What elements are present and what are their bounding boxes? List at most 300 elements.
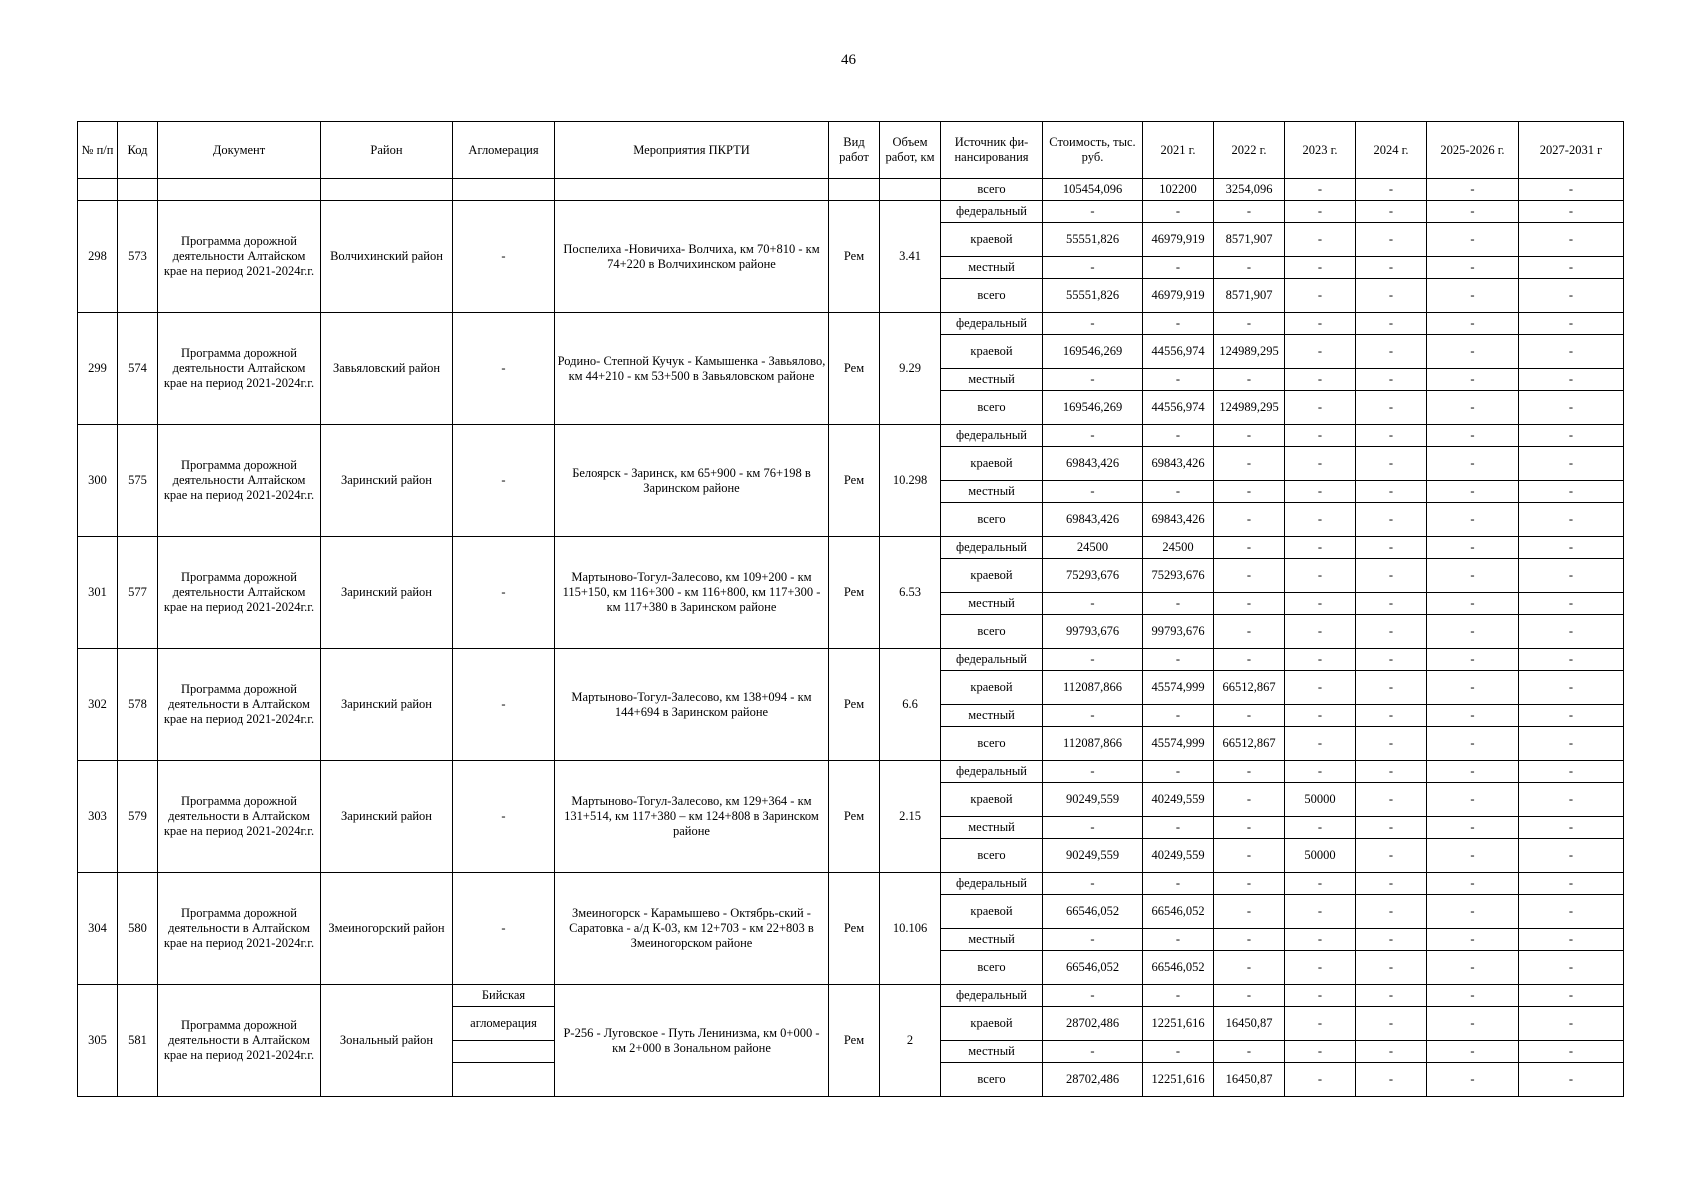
value-cell: - xyxy=(1356,1007,1427,1041)
empty-cell xyxy=(321,179,453,201)
value-cell: - xyxy=(1519,481,1624,503)
row-agglomeration: - xyxy=(453,201,555,313)
value-cell: - xyxy=(1519,817,1624,839)
value-cell: 102200 xyxy=(1143,179,1214,201)
value-cell: - xyxy=(1143,873,1214,895)
header-cell: Район xyxy=(321,122,453,179)
value-cell: 66512,867 xyxy=(1214,727,1285,761)
value-cell: 16450,87 xyxy=(1214,1007,1285,1041)
row-code: 575 xyxy=(118,425,158,537)
value-cell: - xyxy=(1427,817,1519,839)
source-cell: местный xyxy=(941,1041,1043,1063)
value-cell: - xyxy=(1143,705,1214,727)
value-cell: - xyxy=(1427,727,1519,761)
value-cell: - xyxy=(1143,817,1214,839)
value-cell: - xyxy=(1285,671,1356,705)
value-cell: - xyxy=(1356,727,1427,761)
source-cell: местный xyxy=(941,705,1043,727)
row-event: Мартыново-Тогул-Залесово, км 109+200 - км 115+150, км 116+300 - км 116+800, км 117+300 - км 117+380 в Заринском районе xyxy=(555,537,829,649)
row-work-type: Рем xyxy=(829,761,880,873)
value-cell: - xyxy=(1519,391,1624,425)
row-document: Программа дорожной деятельности в Алтайском крае на период 2021-2024г.г. xyxy=(158,761,321,873)
value-cell: 112087,866 xyxy=(1043,727,1143,761)
value-cell: - xyxy=(1214,929,1285,951)
source-cell: местный xyxy=(941,929,1043,951)
row-number: 302 xyxy=(78,649,118,761)
value-cell: - xyxy=(1214,649,1285,671)
value-cell: - xyxy=(1519,559,1624,593)
value-cell: 12251,616 xyxy=(1143,1063,1214,1097)
empty-cell xyxy=(829,179,880,201)
value-cell: - xyxy=(1356,783,1427,817)
value-cell: - xyxy=(1285,201,1356,223)
header-cell: Код xyxy=(118,122,158,179)
value-cell: - xyxy=(1427,985,1519,1007)
header-cell: Вид работ xyxy=(829,122,880,179)
row-work-type: Рем xyxy=(829,649,880,761)
source-cell: местный xyxy=(941,369,1043,391)
value-cell: - xyxy=(1356,615,1427,649)
row-code: 581 xyxy=(118,985,158,1097)
value-cell: - xyxy=(1427,615,1519,649)
row-code: 574 xyxy=(118,313,158,425)
row-agglomeration: - xyxy=(453,873,555,985)
empty-cell xyxy=(880,179,941,201)
page-number: 46 xyxy=(841,52,856,68)
row-volume: 6.6 xyxy=(880,649,941,761)
source-cell: федеральный xyxy=(941,985,1043,1007)
value-cell: - xyxy=(1285,425,1356,447)
header-row xyxy=(78,122,1624,179)
value-cell: 45574,999 xyxy=(1143,727,1214,761)
value-cell: - xyxy=(1285,615,1356,649)
header-cell: Объем работ, км xyxy=(880,122,941,179)
value-cell: - xyxy=(1356,313,1427,335)
value-cell: - xyxy=(1356,1041,1427,1063)
value-cell: - xyxy=(1214,951,1285,985)
value-cell: - xyxy=(1356,537,1427,559)
value-cell: - xyxy=(1519,985,1624,1007)
row-volume: 6.53 xyxy=(880,537,941,649)
row-number: 301 xyxy=(78,537,118,649)
value-cell: 75293,676 xyxy=(1143,559,1214,593)
value-cell: - xyxy=(1043,873,1143,895)
value-cell: - xyxy=(1356,481,1427,503)
value-cell: 8571,907 xyxy=(1214,223,1285,257)
row-event: Мартыново-Тогул-Залесово, км 138+094 - км 144+694 в Заринском районе xyxy=(555,649,829,761)
value-cell: - xyxy=(1427,649,1519,671)
source-cell: всего xyxy=(941,279,1043,313)
value-cell: 90249,559 xyxy=(1043,783,1143,817)
row-volume: 10.298 xyxy=(880,425,941,537)
source-cell: федеральный xyxy=(941,201,1043,223)
source-cell: федеральный xyxy=(941,873,1043,895)
row-district: Заринский район xyxy=(321,537,453,649)
header-cell: 2023 г. xyxy=(1285,122,1356,179)
row-event: Белоярск - Заринск, км 65+900 - км 76+198 в Заринском районе xyxy=(555,425,829,537)
value-cell: - xyxy=(1427,671,1519,705)
value-cell: - xyxy=(1519,649,1624,671)
value-cell: 50000 xyxy=(1285,783,1356,817)
value-cell: - xyxy=(1285,369,1356,391)
source-cell: всего xyxy=(941,391,1043,425)
value-cell: - xyxy=(1519,1041,1624,1063)
value-cell: - xyxy=(1285,873,1356,895)
row-document: Программа дорожной деятельности Алтайском крае на период 2021-2024г.г. xyxy=(158,201,321,313)
row-number: 298 xyxy=(78,201,118,313)
source-cell: краевой xyxy=(941,671,1043,705)
value-cell: - xyxy=(1356,179,1427,201)
value-cell: - xyxy=(1214,615,1285,649)
row-district: Зональный район xyxy=(321,985,453,1097)
value-cell: - xyxy=(1519,179,1624,201)
value-cell: - xyxy=(1427,257,1519,279)
value-cell: - xyxy=(1519,615,1624,649)
source-cell: местный xyxy=(941,817,1043,839)
row-work-type: Рем xyxy=(829,985,880,1097)
value-cell: - xyxy=(1143,369,1214,391)
row-district: Змеиногорский район xyxy=(321,873,453,985)
row-agglomeration: Бийская xyxy=(453,985,555,1007)
value-cell: - xyxy=(1214,783,1285,817)
value-cell: - xyxy=(1356,201,1427,223)
source-cell: всего xyxy=(941,179,1043,201)
header-cell: Мероприятия ПКРТИ xyxy=(555,122,829,179)
value-cell: 75293,676 xyxy=(1043,559,1143,593)
roadworks-table xyxy=(77,121,1624,1097)
value-cell: 45574,999 xyxy=(1143,671,1214,705)
value-cell: - xyxy=(1043,705,1143,727)
value-cell: - xyxy=(1143,761,1214,783)
row-document: Программа дорожной деятельности Алтайском крае на период 2021-2024г.г. xyxy=(158,313,321,425)
value-cell: 24500 xyxy=(1043,537,1143,559)
value-cell: - xyxy=(1043,649,1143,671)
value-cell: - xyxy=(1214,447,1285,481)
value-cell: - xyxy=(1519,1063,1624,1097)
value-cell: - xyxy=(1285,1041,1356,1063)
value-cell: - xyxy=(1043,201,1143,223)
value-cell: - xyxy=(1427,391,1519,425)
value-cell: - xyxy=(1356,559,1427,593)
value-cell: - xyxy=(1427,279,1519,313)
value-cell: - xyxy=(1427,761,1519,783)
value-cell: - xyxy=(1356,503,1427,537)
header-cell: № п/п xyxy=(78,122,118,179)
value-cell: - xyxy=(1356,335,1427,369)
row-work-type: Рем xyxy=(829,537,880,649)
value-cell: - xyxy=(1285,503,1356,537)
value-cell: - xyxy=(1427,1007,1519,1041)
value-cell: - xyxy=(1356,223,1427,257)
value-cell: - xyxy=(1285,559,1356,593)
value-cell: - xyxy=(1427,179,1519,201)
value-cell: - xyxy=(1427,369,1519,391)
value-cell: - xyxy=(1214,257,1285,279)
value-cell: - xyxy=(1285,1063,1356,1097)
value-cell: - xyxy=(1519,223,1624,257)
value-cell: - xyxy=(1356,279,1427,313)
row-number: 304 xyxy=(78,873,118,985)
value-cell: - xyxy=(1285,313,1356,335)
value-cell: - xyxy=(1356,369,1427,391)
value-cell: - xyxy=(1043,985,1143,1007)
value-cell: - xyxy=(1043,929,1143,951)
value-cell: - xyxy=(1356,671,1427,705)
table-row xyxy=(78,425,1624,447)
value-cell: - xyxy=(1519,503,1624,537)
row-district: Волчихинский район xyxy=(321,201,453,313)
value-cell: - xyxy=(1285,951,1356,985)
value-cell: - xyxy=(1356,761,1427,783)
row-district: Завьяловский район xyxy=(321,313,453,425)
value-cell: - xyxy=(1356,951,1427,985)
row-volume: 3.41 xyxy=(880,201,941,313)
value-cell: - xyxy=(1043,369,1143,391)
value-cell: - xyxy=(1043,425,1143,447)
value-cell: - xyxy=(1427,201,1519,223)
value-cell: - xyxy=(1285,727,1356,761)
source-cell: федеральный xyxy=(941,649,1043,671)
row-agglomeration xyxy=(453,1063,555,1097)
value-cell: - xyxy=(1519,201,1624,223)
value-cell: 46979,919 xyxy=(1143,223,1214,257)
value-cell: - xyxy=(1214,761,1285,783)
value-cell: - xyxy=(1356,929,1427,951)
value-cell: - xyxy=(1427,223,1519,257)
source-cell: краевой xyxy=(941,559,1043,593)
empty-cell xyxy=(118,179,158,201)
table-row xyxy=(78,985,1624,1007)
table-row xyxy=(78,649,1624,671)
value-cell: 28702,486 xyxy=(1043,1063,1143,1097)
value-cell: 44556,974 xyxy=(1143,335,1214,369)
source-cell: федеральный xyxy=(941,425,1043,447)
value-cell: - xyxy=(1214,895,1285,929)
value-cell: - xyxy=(1427,313,1519,335)
value-cell: - xyxy=(1214,593,1285,615)
source-cell: местный xyxy=(941,593,1043,615)
value-cell: - xyxy=(1356,839,1427,873)
value-cell: - xyxy=(1285,391,1356,425)
value-cell: 112087,866 xyxy=(1043,671,1143,705)
row-event: Змеиногорск - Карамышево - Октябрь-ский - Саратовка - а/д К-03, км 12+703 - км 22+803 в Змеиногорском районе xyxy=(555,873,829,985)
value-cell: - xyxy=(1285,1007,1356,1041)
source-cell: краевой xyxy=(941,447,1043,481)
value-cell: - xyxy=(1285,335,1356,369)
value-cell: - xyxy=(1043,1041,1143,1063)
source-cell: местный xyxy=(941,257,1043,279)
table-row xyxy=(78,313,1624,335)
value-cell: - xyxy=(1519,537,1624,559)
value-cell: - xyxy=(1356,391,1427,425)
row-document: Программа дорожной деятельности Алтайском крае на период 2021-2024г.г. xyxy=(158,537,321,649)
carry-over-row xyxy=(78,179,1624,201)
value-cell: - xyxy=(1356,895,1427,929)
value-cell: 16450,87 xyxy=(1214,1063,1285,1097)
value-cell: 105454,096 xyxy=(1043,179,1143,201)
value-cell: - xyxy=(1214,425,1285,447)
value-cell: - xyxy=(1043,481,1143,503)
value-cell: 169546,269 xyxy=(1043,391,1143,425)
value-cell: - xyxy=(1519,593,1624,615)
value-cell: - xyxy=(1427,705,1519,727)
empty-cell xyxy=(78,179,118,201)
value-cell: 28702,486 xyxy=(1043,1007,1143,1041)
value-cell: - xyxy=(1043,761,1143,783)
value-cell: - xyxy=(1143,425,1214,447)
header-cell: Агломерация xyxy=(453,122,555,179)
value-cell: 90249,559 xyxy=(1043,839,1143,873)
value-cell: - xyxy=(1143,313,1214,335)
value-cell: - xyxy=(1356,425,1427,447)
value-cell: - xyxy=(1519,951,1624,985)
source-cell: местный xyxy=(941,481,1043,503)
value-cell: - xyxy=(1143,929,1214,951)
value-cell: - xyxy=(1214,873,1285,895)
value-cell: 69843,426 xyxy=(1143,503,1214,537)
table-row xyxy=(78,201,1624,223)
value-cell: - xyxy=(1427,447,1519,481)
row-code: 573 xyxy=(118,201,158,313)
value-cell: - xyxy=(1427,335,1519,369)
row-agglomeration: - xyxy=(453,537,555,649)
row-volume: 2.15 xyxy=(880,761,941,873)
source-cell: краевой xyxy=(941,223,1043,257)
value-cell: 66546,052 xyxy=(1143,951,1214,985)
header-cell: Источник фи-нансирования xyxy=(941,122,1043,179)
value-cell: - xyxy=(1356,873,1427,895)
value-cell: - xyxy=(1519,257,1624,279)
source-cell: краевой xyxy=(941,335,1043,369)
value-cell: - xyxy=(1043,593,1143,615)
table-body xyxy=(78,179,1624,1097)
value-cell: - xyxy=(1043,817,1143,839)
value-cell: - xyxy=(1519,313,1624,335)
value-cell: - xyxy=(1043,313,1143,335)
value-cell: 66546,052 xyxy=(1043,951,1143,985)
table-row xyxy=(78,873,1624,895)
header-cell: 2027-2031 г xyxy=(1519,122,1624,179)
value-cell: - xyxy=(1356,985,1427,1007)
value-cell: 55551,826 xyxy=(1043,279,1143,313)
row-district: Заринский район xyxy=(321,761,453,873)
value-cell: - xyxy=(1214,369,1285,391)
value-cell: - xyxy=(1519,783,1624,817)
value-cell: - xyxy=(1519,839,1624,873)
value-cell: - xyxy=(1519,425,1624,447)
value-cell: - xyxy=(1519,447,1624,481)
value-cell: - xyxy=(1214,1041,1285,1063)
value-cell: - xyxy=(1427,559,1519,593)
value-cell: - xyxy=(1285,817,1356,839)
value-cell: - xyxy=(1285,223,1356,257)
value-cell: - xyxy=(1427,895,1519,929)
value-cell: - xyxy=(1427,873,1519,895)
value-cell: - xyxy=(1427,1041,1519,1063)
value-cell: - xyxy=(1356,705,1427,727)
row-code: 580 xyxy=(118,873,158,985)
value-cell: 46979,919 xyxy=(1143,279,1214,313)
value-cell: - xyxy=(1214,985,1285,1007)
source-cell: всего xyxy=(941,1063,1043,1097)
value-cell: - xyxy=(1143,593,1214,615)
header-cell: 2025-2026 г. xyxy=(1427,122,1519,179)
row-agglomeration: - xyxy=(453,313,555,425)
value-cell: 55551,826 xyxy=(1043,223,1143,257)
empty-cell xyxy=(453,179,555,201)
value-cell: - xyxy=(1214,201,1285,223)
value-cell: - xyxy=(1143,257,1214,279)
row-agglomeration: - xyxy=(453,761,555,873)
value-cell: - xyxy=(1143,481,1214,503)
row-work-type: Рем xyxy=(829,425,880,537)
source-cell: федеральный xyxy=(941,761,1043,783)
value-cell: - xyxy=(1285,481,1356,503)
value-cell: - xyxy=(1356,817,1427,839)
row-volume: 9.29 xyxy=(880,313,941,425)
row-number: 300 xyxy=(78,425,118,537)
value-cell: 8571,907 xyxy=(1214,279,1285,313)
row-work-type: Рем xyxy=(829,313,880,425)
source-cell: федеральный xyxy=(941,313,1043,335)
source-cell: всего xyxy=(941,503,1043,537)
value-cell: - xyxy=(1427,593,1519,615)
source-cell: всего xyxy=(941,727,1043,761)
value-cell: - xyxy=(1519,929,1624,951)
value-cell: - xyxy=(1214,481,1285,503)
value-cell: - xyxy=(1356,593,1427,615)
value-cell: 69843,426 xyxy=(1043,447,1143,481)
row-agglomeration xyxy=(453,1041,555,1063)
value-cell: - xyxy=(1285,179,1356,201)
empty-cell xyxy=(158,179,321,201)
value-cell: - xyxy=(1043,257,1143,279)
value-cell: - xyxy=(1214,559,1285,593)
value-cell: - xyxy=(1214,503,1285,537)
value-cell: 124989,295 xyxy=(1214,335,1285,369)
value-cell: - xyxy=(1214,817,1285,839)
row-event: Р-256 - Луговское - Путь Ленинизма, км 0+000 - км 2+000 в Зональном районе xyxy=(555,985,829,1097)
row-code: 579 xyxy=(118,761,158,873)
value-cell: - xyxy=(1519,671,1624,705)
row-document: Программа дорожной деятельности в Алтайском крае на период 2021-2024г.г. xyxy=(158,873,321,985)
source-cell: краевой xyxy=(941,895,1043,929)
value-cell: 66512,867 xyxy=(1214,671,1285,705)
value-cell: - xyxy=(1285,649,1356,671)
value-cell: - xyxy=(1285,895,1356,929)
row-code: 577 xyxy=(118,537,158,649)
row-event: Мартыново-Тогул-Залесово, км 129+364 - км 131+514, км 117+380 – км 124+808 в Заринском районе xyxy=(555,761,829,873)
value-cell: - xyxy=(1214,839,1285,873)
value-cell: - xyxy=(1519,369,1624,391)
value-cell: 50000 xyxy=(1285,839,1356,873)
value-cell: - xyxy=(1427,537,1519,559)
value-cell: - xyxy=(1143,201,1214,223)
header-cell: Стоимость, тыс. руб. xyxy=(1043,122,1143,179)
source-cell: всего xyxy=(941,839,1043,873)
value-cell: - xyxy=(1356,649,1427,671)
row-agglomeration: - xyxy=(453,649,555,761)
value-cell: - xyxy=(1285,929,1356,951)
header-cell: 2022 г. xyxy=(1214,122,1285,179)
value-cell: - xyxy=(1427,1063,1519,1097)
value-cell: - xyxy=(1519,335,1624,369)
value-cell: 24500 xyxy=(1143,537,1214,559)
value-cell: - xyxy=(1285,279,1356,313)
row-work-type: Рем xyxy=(829,201,880,313)
value-cell: - xyxy=(1427,783,1519,817)
value-cell: 99793,676 xyxy=(1143,615,1214,649)
